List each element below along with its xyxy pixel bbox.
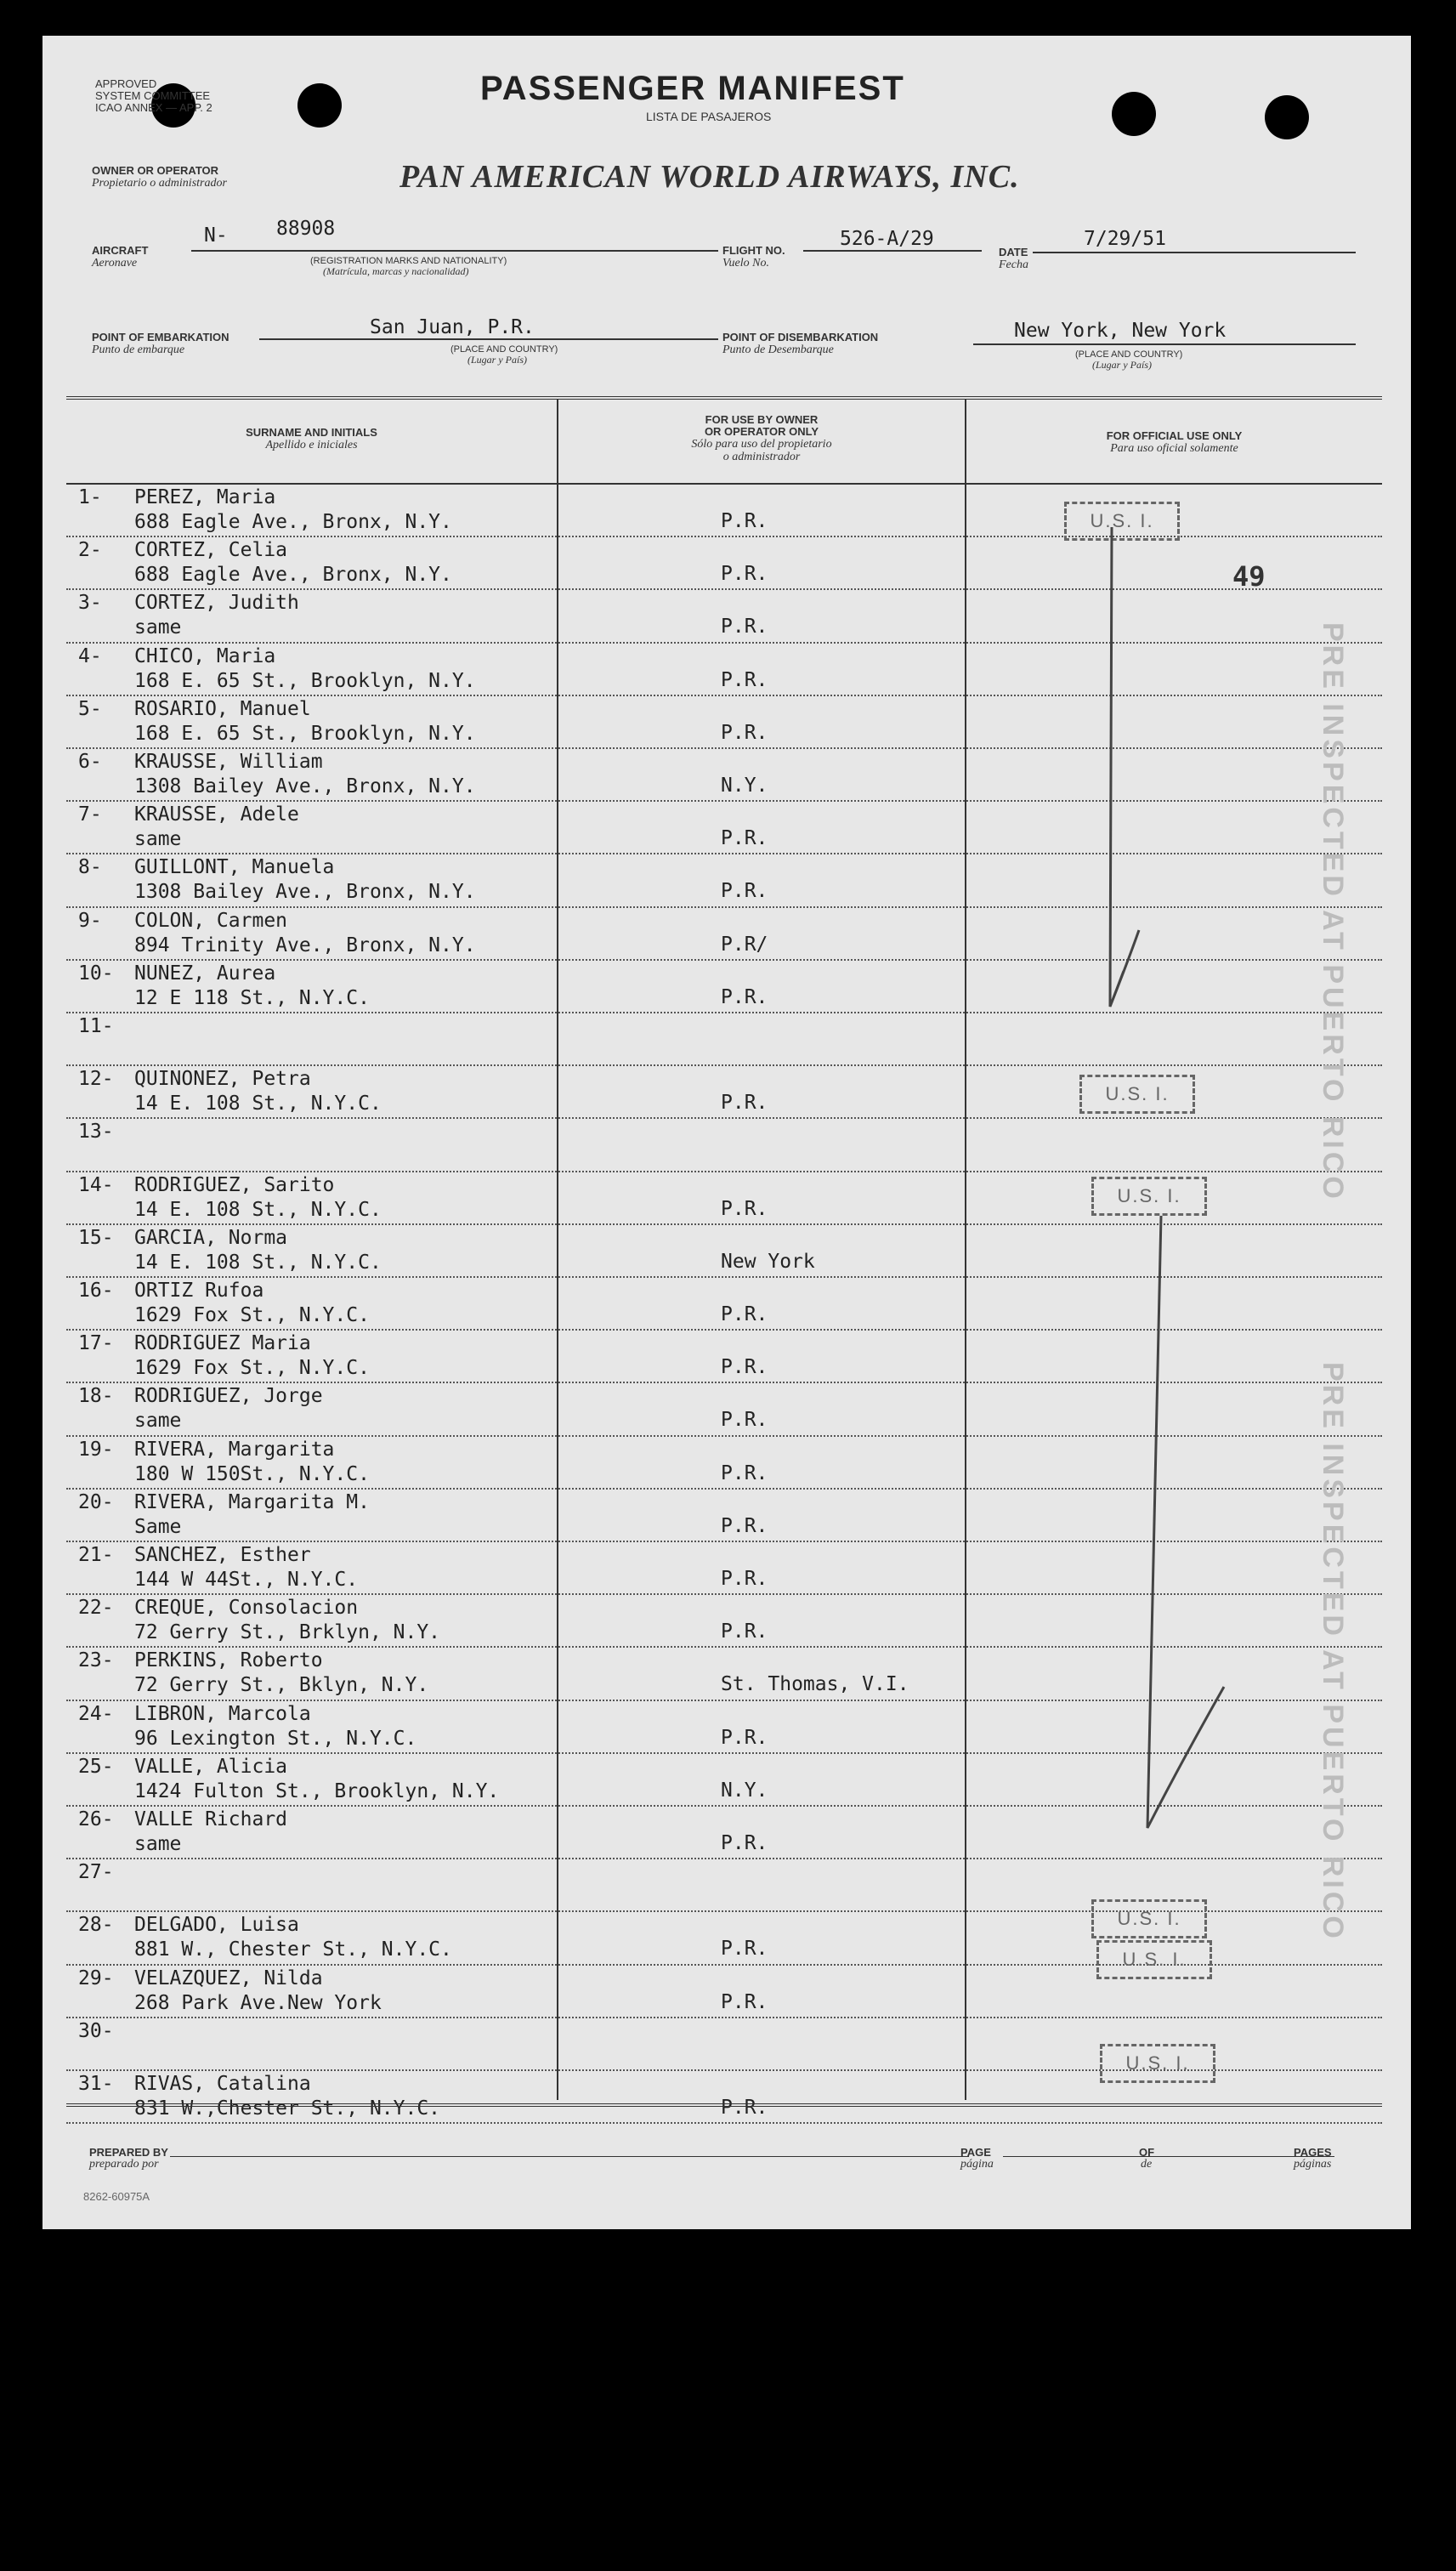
owner-use-value: P.R. bbox=[721, 1990, 768, 2013]
passenger-number: 5- bbox=[78, 697, 102, 720]
embark-label: POINT OF EMBARKATION bbox=[92, 331, 229, 343]
owner-use-value: New York bbox=[721, 1250, 815, 1273]
official-stamp: U.S. I. bbox=[1064, 502, 1180, 541]
registration-note: (REGISTRATION MARKS AND NATIONALITY) bbox=[310, 256, 507, 266]
surname-header-es: Apellido e iniciales bbox=[265, 439, 358, 451]
official-stamp: U.S. I. bbox=[1079, 1075, 1195, 1114]
passenger-address: 72 Gerry St., Bklyn, N.Y. bbox=[134, 1674, 429, 1697]
passenger-number: 26- bbox=[78, 1808, 114, 1830]
owner-use-value: P.R. bbox=[721, 1832, 768, 1854]
passenger-name: COLON, Carmen bbox=[134, 909, 288, 932]
passenger-number: 20- bbox=[78, 1490, 114, 1513]
passenger-number: 12- bbox=[78, 1068, 114, 1091]
pages-label-es: páginas bbox=[1294, 2158, 1332, 2171]
prepared-by-label: PREPARED BY bbox=[89, 2146, 168, 2159]
aircraft-prefix: N- bbox=[204, 224, 228, 247]
passenger-address: 1424 Fulton St., Brooklyn, N.Y. bbox=[134, 1779, 500, 1802]
preinspected-stamp: PRE INSPECTED AT PUERTO RICO bbox=[1317, 622, 1349, 1202]
official-stamp: U.S. I. bbox=[1091, 1899, 1207, 1938]
passenger-address: 14 E. 108 St., N.Y.C. bbox=[134, 1198, 382, 1221]
passenger-number: 28- bbox=[78, 1914, 114, 1937]
passenger-name: CORTEZ, Judith bbox=[134, 592, 299, 615]
owner-use-header-text: FOR USE BY OWNER bbox=[705, 413, 819, 426]
prepared-by-underline bbox=[170, 2156, 969, 2157]
owner-use-value: N.Y. bbox=[721, 1779, 768, 1802]
embark-place-note: (PLACE AND COUNTRY) bbox=[450, 344, 558, 355]
passenger-address: 144 W 44St., N.Y.C. bbox=[134, 1569, 359, 1591]
owner-label: OWNER OR OPERATOR bbox=[92, 164, 219, 177]
passenger-name: KRAUSSE, William bbox=[134, 751, 323, 773]
passenger-address: 14 E. 108 St., N.Y.C. bbox=[134, 1251, 382, 1274]
passenger-number: 23- bbox=[78, 1649, 114, 1672]
owner-use-value: P.R/ bbox=[721, 933, 768, 956]
passenger-name: QUINONEZ, Petra bbox=[134, 1068, 311, 1091]
check-bracket-2 bbox=[1147, 1216, 1224, 1828]
owner-use-value: P.R. bbox=[721, 616, 768, 638]
page-subtitle: LISTA DE PASAJEROS bbox=[646, 110, 772, 123]
approval-line: SYSTEM COMMITTEE bbox=[95, 89, 211, 102]
passenger-number: 24- bbox=[78, 1702, 114, 1725]
passenger-number: 10- bbox=[78, 962, 114, 985]
passenger-address: 180 W 150St., N.Y.C. bbox=[134, 1462, 370, 1485]
passenger-name: GUILLONT, Manuela bbox=[134, 856, 335, 879]
passenger-address: 168 E. 65 St., Brooklyn, N.Y. bbox=[134, 722, 476, 745]
date-label-es: Fecha bbox=[999, 258, 1028, 271]
date-label: DATE bbox=[999, 246, 1028, 258]
passenger-number: 19- bbox=[78, 1438, 114, 1461]
flight-label-es: Vuelo No. bbox=[722, 257, 769, 270]
passenger-address: Same bbox=[134, 1515, 182, 1538]
passenger-number: 22- bbox=[78, 1597, 114, 1620]
passenger-name: VALLE Richard bbox=[134, 1808, 288, 1830]
owner-use-header-text: OR OPERATOR ONLY bbox=[704, 425, 819, 438]
prepared-by-label-es: preparado por bbox=[89, 2158, 159, 2171]
table-bottom-rule bbox=[66, 2103, 1382, 2107]
flight-value: 526-A/29 bbox=[840, 228, 934, 250]
disembark-value: New York, New York bbox=[1014, 320, 1227, 342]
passenger-number: 4- bbox=[78, 644, 102, 667]
passenger-address: 881 W., Chester St., N.Y.C. bbox=[134, 1938, 452, 1961]
passenger-name: RODRIGUEZ, Jorge bbox=[134, 1385, 323, 1408]
passenger-number: 11- bbox=[78, 1015, 114, 1037]
passenger-name: CHICO, Maria bbox=[134, 644, 276, 667]
passenger-name: GARCIA, Norma bbox=[134, 1226, 288, 1249]
passenger-name: CORTEZ, Celia bbox=[134, 539, 288, 562]
owner-use-value: P.R. bbox=[721, 510, 768, 532]
approval-line: APPROVED bbox=[95, 77, 157, 90]
embark-place-note-es: (Lugar y País) bbox=[467, 354, 527, 366]
passenger-address: same bbox=[134, 1833, 182, 1855]
passenger-address: 1308 Bailey Ave., Bronx, N.Y. bbox=[134, 881, 476, 904]
registration-note-es: (Matrícula, marcas y nacionalidad) bbox=[323, 265, 469, 277]
passenger-name: VELAZQUEZ, Nilda bbox=[134, 1967, 323, 1989]
passenger-address: same bbox=[134, 1410, 182, 1433]
aircraft-value: 88908 bbox=[276, 218, 336, 240]
passenger-number: 17- bbox=[78, 1332, 114, 1355]
official-stamp: U.S. I. bbox=[1091, 1177, 1207, 1216]
owner-use-value: P.R. bbox=[721, 1514, 768, 1537]
official-use-header-text: FOR OFFICIAL USE ONLY bbox=[1106, 429, 1243, 442]
passenger-number: 6- bbox=[78, 751, 102, 773]
passenger-name: RODRIGUEZ Maria bbox=[134, 1332, 311, 1355]
passenger-number: 18- bbox=[78, 1385, 114, 1408]
page-title: PASSENGER MANIFEST bbox=[480, 70, 905, 107]
owner-use-value: P.R. bbox=[721, 2097, 768, 2119]
owner-use-value: P.R. bbox=[721, 1303, 768, 1325]
owner-use-value: P.R. bbox=[721, 563, 768, 586]
passenger-number: 2- bbox=[78, 539, 102, 562]
passenger-number: 7- bbox=[78, 803, 102, 826]
passenger-number: 1- bbox=[78, 486, 102, 508]
passenger-number: 27- bbox=[78, 1861, 114, 1884]
passenger-number: 9- bbox=[78, 909, 102, 932]
passenger-name: DELGADO, Luisa bbox=[134, 1914, 299, 1937]
passenger-name: ROSARIO, Manuel bbox=[134, 697, 311, 720]
owner-use-value: P.R. bbox=[721, 1197, 768, 1220]
date-value: 7/29/51 bbox=[1084, 228, 1166, 250]
passenger-address: 688 Eagle Ave., Bronx, N.Y. bbox=[134, 564, 452, 587]
passenger-address: 1629 Fox St., N.Y.C. bbox=[134, 1304, 370, 1326]
approval-line: ICAO ANNEX — APP. 2 bbox=[95, 101, 212, 114]
passenger-number: 14- bbox=[78, 1173, 114, 1196]
surname-header-text: SURNAME AND INITIALS bbox=[246, 426, 377, 439]
of-label-es: de bbox=[1141, 2158, 1153, 2171]
owner-use-value: P.R. bbox=[721, 1356, 768, 1379]
passenger-name: RIVERA, Margarita bbox=[134, 1438, 335, 1461]
passenger-name: RIVAS, Catalina bbox=[134, 2073, 311, 2095]
passenger-address: 12 E 118 St., N.Y.C. bbox=[134, 986, 370, 1009]
passenger-address: 688 Eagle Ave., Bronx, N.Y. bbox=[134, 511, 452, 533]
pages-label: PAGES bbox=[1294, 2146, 1332, 2159]
owner-use-value: P.R. bbox=[721, 880, 768, 903]
check-bracket-1 bbox=[1110, 527, 1139, 1007]
embark-label-es: Punto de embarque bbox=[92, 343, 185, 356]
owner-use-value: P.R. bbox=[721, 985, 768, 1008]
passenger-address: 1629 Fox St., N.Y.C. bbox=[134, 1357, 370, 1380]
passenger-address: same bbox=[134, 828, 182, 851]
passenger-number: 13- bbox=[78, 1121, 114, 1144]
passenger-number: 15- bbox=[78, 1226, 114, 1249]
owner-use-header-es: o administrador bbox=[722, 451, 801, 463]
owner-use-header-es: Sólo para uso del propietario bbox=[691, 438, 832, 451]
passenger-number: 29- bbox=[78, 1967, 114, 1989]
disembark-label: POINT OF DISEMBARKATION bbox=[722, 331, 879, 343]
owner-use-value: P.R. bbox=[721, 1568, 768, 1590]
of-label: OF bbox=[1139, 2146, 1155, 2159]
owner-use-value: P.R. bbox=[721, 1409, 768, 1432]
owner-use-value: P.R. bbox=[721, 668, 768, 691]
passenger-name: ORTIZ Rufoa bbox=[134, 1280, 264, 1302]
passenger-count: 49 bbox=[1232, 560, 1266, 593]
owner-label-es: Propietario o administrador bbox=[92, 177, 227, 190]
owner-use-value: P.R. bbox=[721, 721, 768, 744]
disembark-place-note: (PLACE AND COUNTRY) bbox=[1075, 349, 1183, 360]
owner-use-value: St. Thomas, V.I. bbox=[721, 1673, 909, 1696]
owner-use-value: P.R. bbox=[721, 1092, 768, 1115]
official-stamp: U.S. I. bbox=[1096, 1940, 1212, 1979]
owner-use-value: P.R. bbox=[721, 1726, 768, 1749]
passenger-name: RIVERA, Margarita M. bbox=[134, 1490, 370, 1513]
passenger-name: LIBRON, Marcola bbox=[134, 1702, 311, 1725]
passenger-name: CREQUE, Consolacion bbox=[134, 1597, 359, 1620]
embark-value: San Juan, P.R. bbox=[370, 316, 535, 338]
passenger-number: 3- bbox=[78, 592, 102, 615]
passenger-address: 268 Park Ave.New York bbox=[134, 1991, 382, 2014]
passenger-number: 16- bbox=[78, 1280, 114, 1302]
passenger-name: NUNEZ, Aurea bbox=[134, 962, 276, 985]
official-stamp: U.S. I. bbox=[1100, 2044, 1215, 2083]
passenger-name: RODRIGUEZ, Sarito bbox=[134, 1173, 335, 1196]
passenger-number: 31- bbox=[78, 2073, 114, 2095]
passenger-name: SANCHEZ, Esther bbox=[134, 1544, 311, 1566]
passenger-address: 831 W.,Chester St., N.Y.C. bbox=[134, 2097, 441, 2120]
passenger-address: 168 E. 65 St., Brooklyn, N.Y. bbox=[134, 669, 476, 692]
flight-label: FLIGHT NO. bbox=[722, 244, 785, 257]
passenger-name: KRAUSSE, Adele bbox=[134, 803, 299, 826]
preinspected-stamp: PRE INSPECTED AT PUERTO RICO bbox=[1317, 1362, 1349, 1942]
official-use-header-es: Para uso oficial solamente bbox=[1110, 442, 1238, 455]
form-number: 8262-60975A bbox=[83, 2190, 150, 2203]
passenger-number: 25- bbox=[78, 1755, 114, 1778]
page-label-es: página bbox=[960, 2158, 994, 2171]
owner-value: PAN AMERICAN WORLD AIRWAYS, INC. bbox=[399, 159, 1020, 195]
passenger-number: 21- bbox=[78, 1544, 114, 1566]
passenger-address: 894 Trinity Ave., Bronx, N.Y. bbox=[134, 934, 476, 956]
owner-use-value: N.Y. bbox=[721, 775, 768, 797]
passenger-name: PERKINS, Roberto bbox=[134, 1649, 323, 1672]
passenger-address: same bbox=[134, 616, 182, 639]
disembark-place-note-es: (Lugar y País) bbox=[1092, 359, 1152, 371]
manifest-sheet bbox=[42, 36, 1411, 2229]
passenger-name: VALLE, Alicia bbox=[134, 1755, 288, 1778]
page-label: PAGE bbox=[960, 2146, 991, 2159]
aircraft-label: AIRCRAFT bbox=[92, 244, 149, 257]
passenger-name: PEREZ, Maria bbox=[134, 486, 276, 508]
passenger-number: 30- bbox=[78, 2019, 114, 2042]
owner-use-value: P.R. bbox=[721, 1620, 768, 1643]
owner-use-value: P.R. bbox=[721, 1938, 768, 1961]
passenger-address: 14 E. 108 St., N.Y.C. bbox=[134, 1093, 382, 1115]
official-checkmarks bbox=[42, 36, 1411, 2229]
owner-use-value: P.R. bbox=[721, 827, 768, 850]
passenger-address: 72 Gerry St., Brklyn, N.Y. bbox=[134, 1621, 441, 1644]
owner-use-value: P.R. bbox=[721, 1461, 768, 1484]
aircraft-label-es: Aeronave bbox=[92, 257, 138, 270]
disembark-label-es: Punto de Desembarque bbox=[722, 343, 834, 356]
passenger-address: 1308 Bailey Ave., Bronx, N.Y. bbox=[134, 775, 476, 797]
passenger-address: 96 Lexington St., N.Y.C. bbox=[134, 1727, 417, 1750]
passenger-number: 8- bbox=[78, 856, 102, 879]
